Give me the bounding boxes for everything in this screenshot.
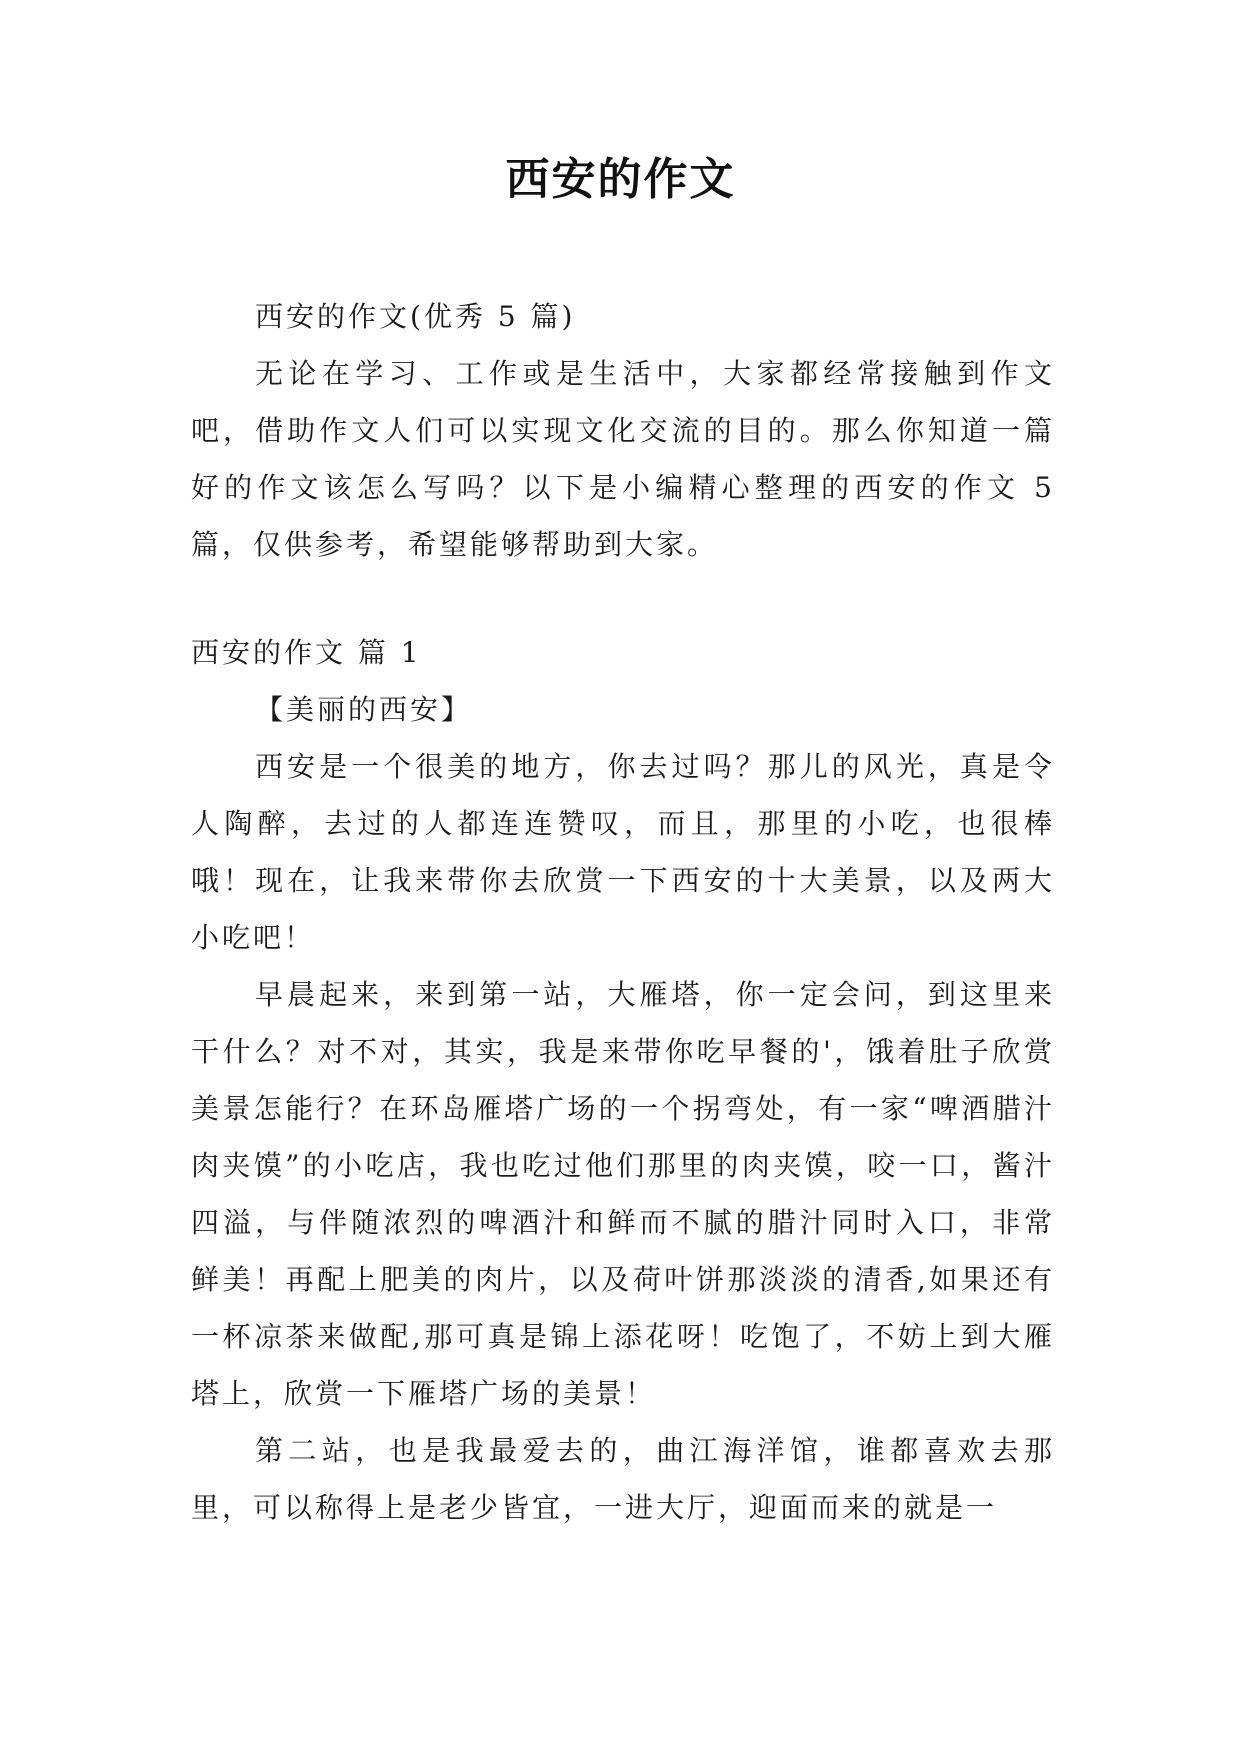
section-gap (191, 573, 1055, 624)
document-body (191, 288, 1055, 1536)
body-paragraph: 第二站，也是我最爱去的，曲江海洋馆，谁都喜欢去那里，可以称得上是老少皆宜，一进大厅，迎面而来的就是一 (191, 1434, 1055, 1524)
document-title: 西安的作文 (505, 154, 736, 205)
body-paragraph: 早晨起来，来到第一站，大雁塔，你一定会问，到这里来干什么？对不对，其实，我是来带你吃早餐的'，饿着肚子欣赏美景怎能行？在环岛雁塔广场的一个拐弯处，有一家“啤酒腊汁肉夹馍”的小吃店，我也吃过他们那里的肉夹馍，咬一口，酱汁四溢，与伴随浓烈的啤酒汁和鲜而不腻的腊汁同时入口，非常鲜美！再配上肥美的肉片，以及荷叶饼那淡淡的清香,如果还有一杯凉茶来做配,那可真是锦上添花呀！吃饱了，不妨上到大雁塔上，欣赏一下雁塔广场的美景！ (191, 978, 1055, 1410)
section-subheading: 【美丽的西安】 (255, 693, 473, 726)
intro-paragraph: 无论在学习、工作或是生活中，大家都经常接触到作文吧，借助作文人们可以实现文化交流的目的。那么你知道一篇好的作文该怎么写吗？以下是小编精心整理的西安的作文 5 篇，仅供参考，希望能够帮助到大家。 (191, 357, 1055, 561)
document-subtitle: 西安的作文(优秀 5 篇) (255, 300, 576, 333)
section-heading: 西安的作文 篇 1 (191, 636, 422, 669)
body-paragraph: 西安是一个很美的地方，你去过吗？那儿的风光，真是令人陶醉，去过的人都连连赞叹，而且，那里的小吃，也很棒哦！现在，让我来带你去欣赏一下西安的十大美景，以及两大小吃吧！ (191, 750, 1055, 954)
